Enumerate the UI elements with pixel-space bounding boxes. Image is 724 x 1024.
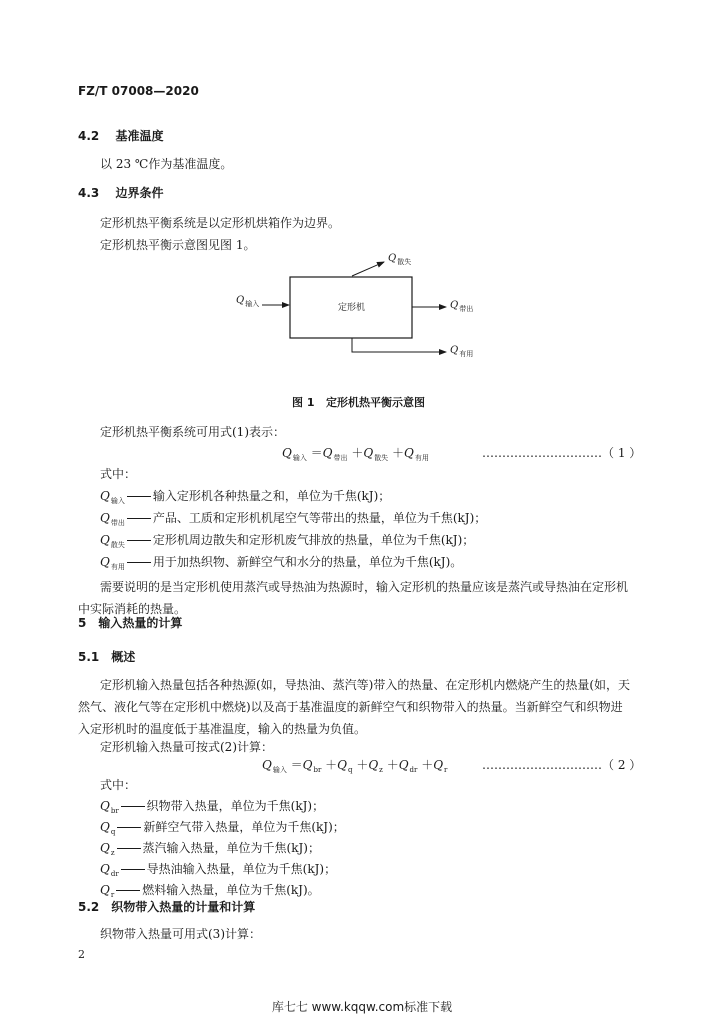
formula-1: $Q_{输入} =Q_{带出} +Q_{散失} +Q_{有用}$ [282, 446, 429, 462]
section-5-1-heading: 5.1 概述 [78, 650, 136, 664]
paragraph: 定形机热平衡系统可用式(1)表示： [100, 425, 285, 439]
formula-2: $Q_{输入} =Q_{br} +Q_q +Q_z +Q_{dr} +Q_r$ [262, 758, 448, 774]
section-number: 4.3 [78, 186, 100, 200]
paragraph: 定形机热平衡系统是以定形机烘箱作为边界。 [100, 216, 341, 230]
section-title: 边界条件 [115, 186, 164, 200]
section-5-heading: 5 输入热量的计算 [78, 616, 183, 630]
q-input-label: $Q_{输入}$ [236, 295, 260, 308]
paragraph: 织物带入热量可用式(3)计算： [100, 927, 261, 941]
definition-item: $Q_{输入}$ 输入定形机各种热量之和，单位为千焦(kJ)； [100, 489, 391, 505]
footer-watermark: 库七七 www.kqqw.com标准下载 [271, 1000, 453, 1014]
definition-item: $Q_r$ 燃料输入热量，单位为千焦(kJ)。 [100, 883, 320, 899]
definition-item: $Q_z$ 蒸汽输入热量，单位为千焦(kJ)； [100, 841, 320, 857]
useful-arrow [352, 338, 446, 352]
paragraph: 以 23 ℃作为基准温度。 [100, 157, 233, 171]
figure-caption: 图 1 定形机热平衡示意图 [292, 396, 425, 409]
note-paragraph: 需要说明的是当定形机使用蒸汽或导热油为热源时，输入定形机的热量应该是蒸汽或导热油在定形机中实际消耗的热量。 [78, 580, 629, 616]
formula-1-number: …………………………（ 1 ） [482, 446, 642, 460]
section-number: 4.2 [78, 129, 100, 143]
standard-code: FZ/T 07008—2020 [78, 84, 199, 98]
section-5-2-heading: 5.2 织物带入热量的计量和计算 [78, 900, 256, 914]
section-title: 基准温度 [115, 129, 164, 143]
q-loss-label: $Q_{散失}$ [388, 253, 412, 266]
stenter-box-label: 定形机 [338, 303, 366, 313]
definition-item: $Q_{散失}$ 定形机周边散失和定形机废气排放的热量，单位为千焦(kJ)； [100, 533, 475, 549]
definition-item: $Q_q$ 新鲜空气带入热量，单位为千焦(kJ)； [100, 820, 345, 836]
paragraph: 定形机输入热量可按式(2)计算： [100, 740, 273, 754]
loss-arrow [352, 262, 384, 276]
q-output-label: $Q_{带出}$ [450, 300, 474, 313]
paragraph: 定形机热平衡示意图见图 1。 [100, 238, 256, 252]
definition-item: $Q_{dr}$ 导热油输入热量，单位为千焦(kJ)； [100, 862, 337, 878]
q-useful-label: $Q_{有用}$ [450, 345, 474, 358]
where-label: 式中： [100, 467, 137, 481]
where-label: 式中： [100, 778, 137, 792]
formula-2-number: …………………………（ 2 ） [482, 758, 642, 772]
overview-paragraph: 定形机输入热量包括各种热源(如，导热油、蒸汽等)带入的热量、在定形机内燃烧产生的热量(如，天然气、液化气等在定形机中燃烧)以及高于基准温度的新鲜空气和织物带入的热量。当新鲜空气和织物进入定形机时的温度低于基准温度，输入的热量为负值。 [78, 678, 631, 736]
definition-item: $Q_{带出}$ 产品、工质和定形机机尾空气等带出的热量，单位为千焦(kJ)； [100, 511, 487, 527]
page-number: 2 [78, 948, 85, 961]
heat-balance-diagram [0, 0, 724, 400]
definition-item: $Q_{有用}$ 用于加热织物、新鲜空气和水分的热量，单位为千焦(kJ)。 [100, 555, 463, 571]
definition-item: $Q_{br}$ 织物带入热量，单位为千焦(kJ)； [100, 799, 325, 815]
